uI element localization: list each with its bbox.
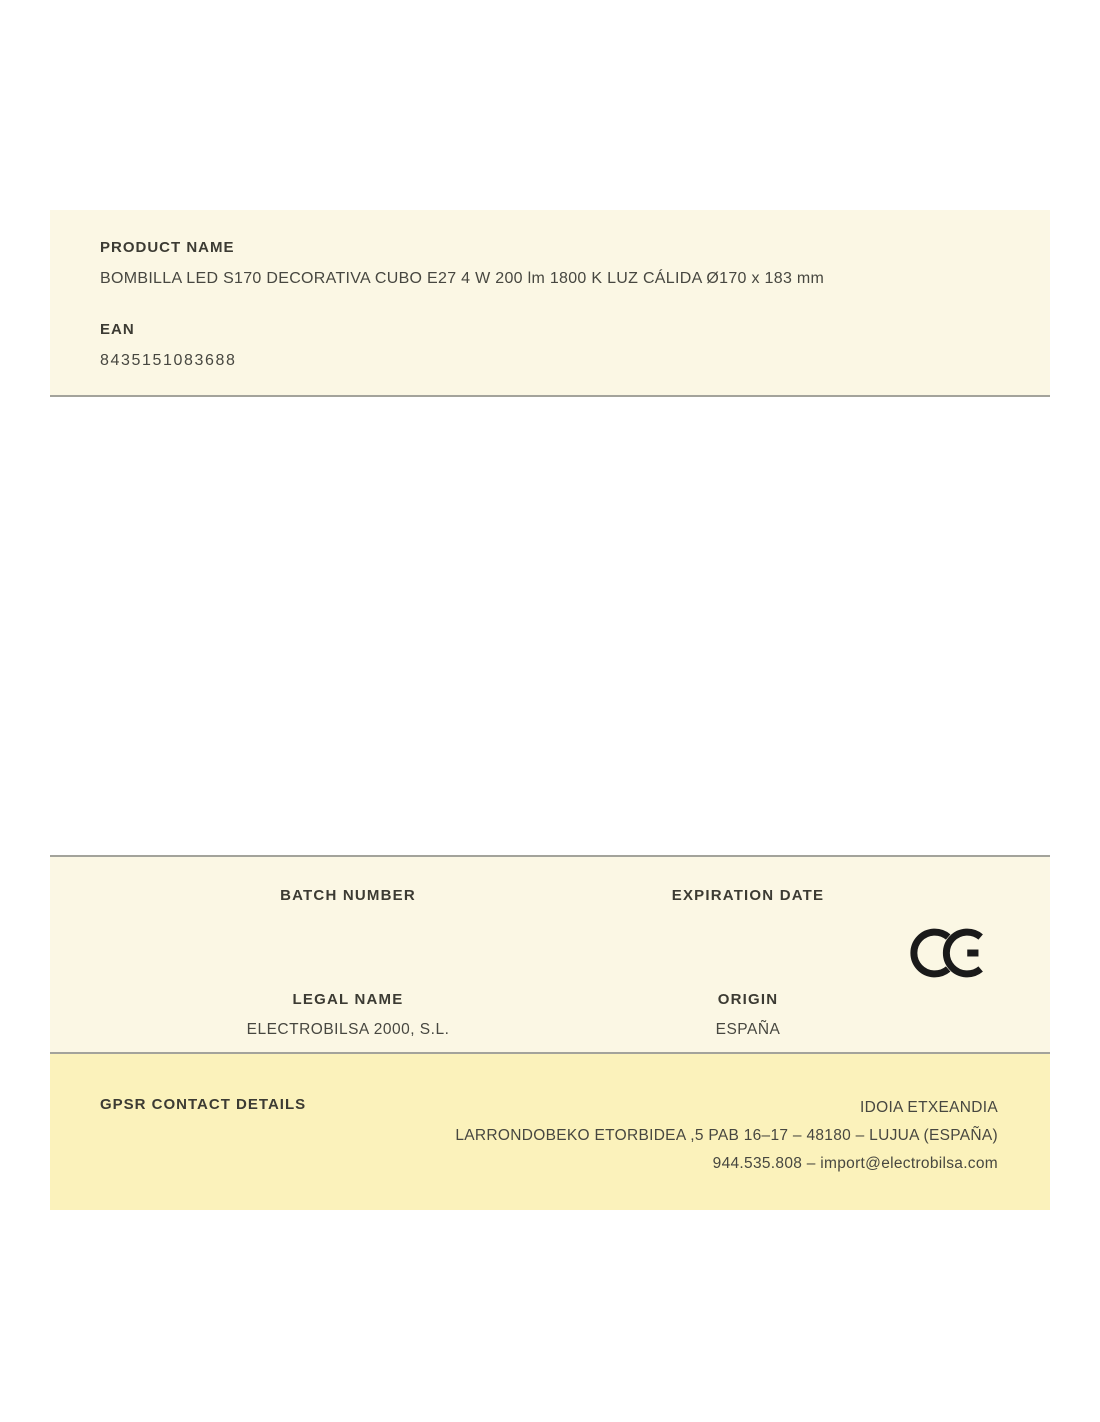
legal-origin-row — [148, 991, 1050, 1039]
gpsr-contact-section — [50, 1052, 1050, 1210]
product-info-section — [50, 210, 1050, 397]
origin-label: ORIGIN — [717, 991, 779, 1008]
batch-number-column — [148, 887, 548, 917]
ce-mark-icon — [910, 923, 992, 983]
batch-number-label: BATCH NUMBER — [280, 887, 416, 904]
origin-value: ESPAÑA — [715, 1021, 781, 1038]
ean-value: 8435151083688 — [100, 352, 237, 369]
gpsr-contact-phone-email: 944.535.808 – import@electrobilsa.com — [712, 1155, 998, 1172]
ean-label: EAN — [100, 321, 135, 338]
gpsr-contact-label: GPSR CONTACT DETAILS — [100, 1096, 307, 1113]
batch-expiration-row — [148, 887, 1050, 917]
expiration-date-column — [548, 887, 948, 917]
product-name-value: BOMBILLA LED S170 DECORATIVA CUBO E27 4 W 200 lm 1800 K LUZ CÁLIDA Ø170 x 183 mm — [100, 270, 825, 287]
legal-name-column — [148, 991, 548, 1039]
origin-column — [548, 991, 948, 1039]
legal-name-label: LEGAL NAME — [292, 991, 404, 1008]
batch-origin-section — [50, 855, 1050, 1052]
gpsr-contact-address: LARRONDOBEKO ETORBIDEA ,5 PAB 16–17 – 48180 – LUJUA (ESPAÑA) — [455, 1127, 998, 1144]
gpsr-contact-name: IDOIA ETXEANDIA — [859, 1099, 998, 1116]
product-name-label: PRODUCT NAME — [100, 239, 235, 256]
ean-block — [100, 321, 1000, 370]
expiration-date-label: EXPIRATION DATE — [671, 887, 825, 904]
gpsr-contact-lines — [278, 1094, 998, 1178]
legal-name-value: ELECTROBILSA 2000, S.L. — [246, 1021, 450, 1038]
